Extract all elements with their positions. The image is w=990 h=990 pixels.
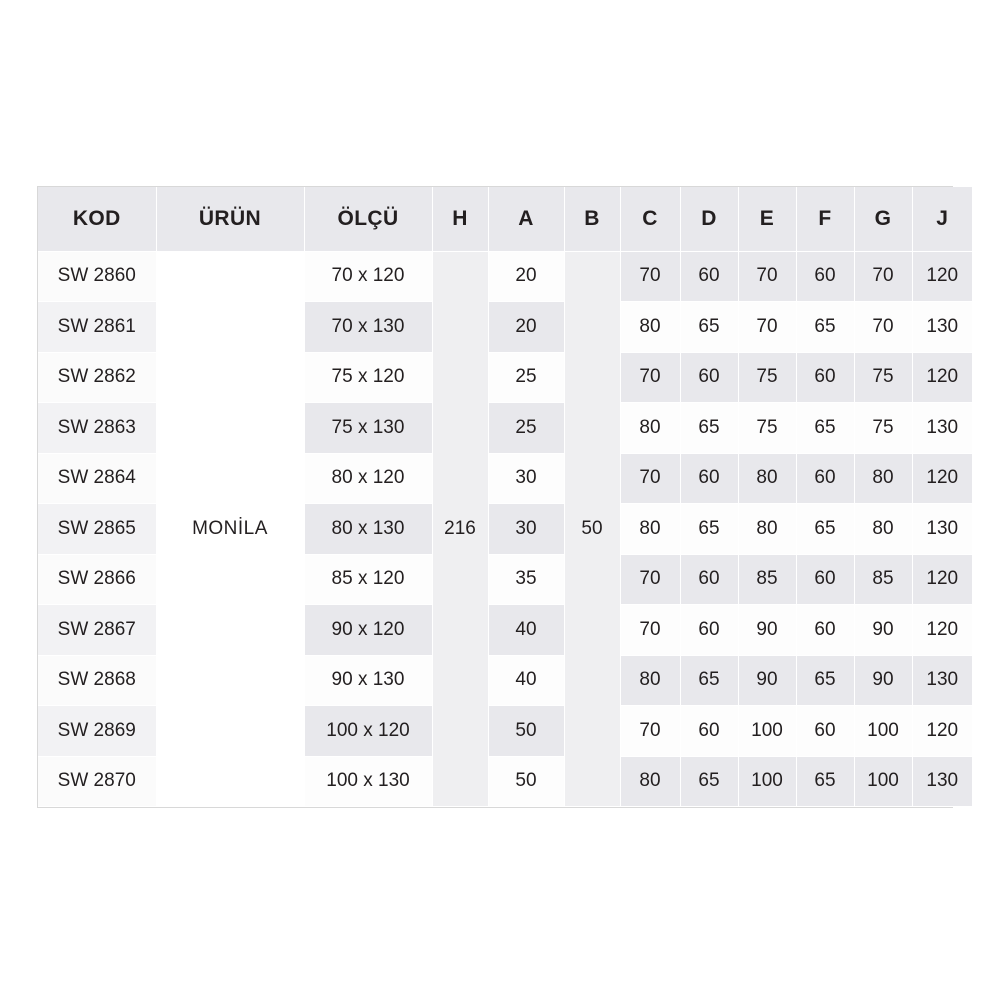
column-header-urun: ÜRÜN: [156, 187, 304, 251]
cell-olcu: 85 x 120: [304, 554, 432, 605]
cell-d: 60: [680, 554, 738, 605]
cell-d: 60: [680, 352, 738, 403]
cell-d: 65: [680, 302, 738, 353]
cell-c: 70: [620, 554, 680, 605]
column-header-olcu: ÖLÇÜ: [304, 187, 432, 251]
column-header-d: D: [680, 187, 738, 251]
cell-d: 60: [680, 251, 738, 302]
cell-f: 65: [796, 655, 854, 706]
cell-g: 90: [854, 605, 912, 656]
cell-kod: SW 2869: [38, 706, 156, 757]
cell-kod: SW 2862: [38, 352, 156, 403]
cell-c: 70: [620, 453, 680, 504]
cell-olcu: 70 x 120: [304, 251, 432, 302]
cell-f: 60: [796, 706, 854, 757]
spec-table-container: [37, 186, 959, 808]
cell-e: 75: [738, 403, 796, 454]
cell-olcu: 100 x 130: [304, 756, 432, 807]
cell-f: 60: [796, 453, 854, 504]
cell-c: 70: [620, 352, 680, 403]
cell-c: 70: [620, 706, 680, 757]
cell-a: 20: [488, 302, 564, 353]
column-header-e: E: [738, 187, 796, 251]
cell-a: 25: [488, 352, 564, 403]
column-header-kod: KOD: [38, 187, 156, 251]
cell-g: 80: [854, 453, 912, 504]
cell-f: 65: [796, 756, 854, 807]
cell-kod: SW 2863: [38, 403, 156, 454]
cell-olcu: 70 x 130: [304, 302, 432, 353]
cell-a: 30: [488, 504, 564, 555]
cell-kod: SW 2870: [38, 756, 156, 807]
cell-f: 60: [796, 605, 854, 656]
cell-kod: SW 2860: [38, 251, 156, 302]
cell-d: 60: [680, 453, 738, 504]
cell-j: 120: [912, 605, 972, 656]
cell-e: 100: [738, 756, 796, 807]
cell-g: 75: [854, 352, 912, 403]
cell-a: 50: [488, 706, 564, 757]
cell-olcu: 75 x 120: [304, 352, 432, 403]
cell-a: 40: [488, 655, 564, 706]
cell-b-merged: 50: [564, 251, 620, 807]
cell-g: 80: [854, 504, 912, 555]
cell-olcu: 90 x 130: [304, 655, 432, 706]
cell-a: 50: [488, 756, 564, 807]
cell-f: 65: [796, 302, 854, 353]
cell-d: 60: [680, 605, 738, 656]
cell-kod: SW 2861: [38, 302, 156, 353]
cell-kod: SW 2864: [38, 453, 156, 504]
cell-kod: SW 2865: [38, 504, 156, 555]
cell-a: 25: [488, 403, 564, 454]
cell-e: 80: [738, 453, 796, 504]
cell-c: 80: [620, 302, 680, 353]
cell-a: 30: [488, 453, 564, 504]
cell-d: 60: [680, 706, 738, 757]
cell-f: 65: [796, 504, 854, 555]
cell-d: 65: [680, 756, 738, 807]
cell-a: 35: [488, 554, 564, 605]
cell-kod: SW 2866: [38, 554, 156, 605]
cell-c: 70: [620, 605, 680, 656]
cell-j: 130: [912, 655, 972, 706]
cell-c: 80: [620, 403, 680, 454]
cell-a: 40: [488, 605, 564, 656]
cell-e: 70: [738, 302, 796, 353]
cell-j: 130: [912, 403, 972, 454]
column-header-b: B: [564, 187, 620, 251]
cell-d: 65: [680, 504, 738, 555]
cell-d: 65: [680, 403, 738, 454]
cell-j: 120: [912, 554, 972, 605]
cell-kod: SW 2867: [38, 605, 156, 656]
cell-kod: SW 2868: [38, 655, 156, 706]
column-header-g: G: [854, 187, 912, 251]
cell-urun-merged: MONİLA: [156, 251, 304, 807]
cell-olcu: 90 x 120: [304, 605, 432, 656]
cell-e: 75: [738, 352, 796, 403]
column-header-f: F: [796, 187, 854, 251]
cell-f: 65: [796, 403, 854, 454]
cell-olcu: 100 x 120: [304, 706, 432, 757]
cell-c: 80: [620, 756, 680, 807]
cell-e: 70: [738, 251, 796, 302]
table-row: [38, 251, 972, 302]
cell-c: 80: [620, 655, 680, 706]
cell-olcu: 80 x 120: [304, 453, 432, 504]
cell-e: 100: [738, 706, 796, 757]
cell-h-merged: 216: [432, 251, 488, 807]
cell-e: 85: [738, 554, 796, 605]
product-spec-table: [38, 187, 972, 807]
cell-j: 120: [912, 352, 972, 403]
cell-j: 130: [912, 756, 972, 807]
cell-e: 90: [738, 655, 796, 706]
cell-f: 60: [796, 352, 854, 403]
cell-olcu: 80 x 130: [304, 504, 432, 555]
column-header-a: A: [488, 187, 564, 251]
cell-g: 70: [854, 251, 912, 302]
cell-c: 80: [620, 504, 680, 555]
table-header-row: [38, 187, 972, 251]
cell-g: 85: [854, 554, 912, 605]
column-header-j: J: [912, 187, 972, 251]
cell-j: 120: [912, 453, 972, 504]
cell-g: 100: [854, 756, 912, 807]
cell-e: 80: [738, 504, 796, 555]
cell-e: 90: [738, 605, 796, 656]
cell-j: 130: [912, 302, 972, 353]
column-header-h: H: [432, 187, 488, 251]
cell-j: 120: [912, 706, 972, 757]
cell-g: 70: [854, 302, 912, 353]
cell-j: 120: [912, 251, 972, 302]
table-header: [38, 187, 972, 251]
cell-j: 130: [912, 504, 972, 555]
table-body: [38, 251, 972, 807]
cell-f: 60: [796, 554, 854, 605]
cell-olcu: 75 x 130: [304, 403, 432, 454]
cell-g: 100: [854, 706, 912, 757]
cell-c: 70: [620, 251, 680, 302]
cell-g: 90: [854, 655, 912, 706]
cell-f: 60: [796, 251, 854, 302]
cell-g: 75: [854, 403, 912, 454]
cell-d: 65: [680, 655, 738, 706]
column-header-c: C: [620, 187, 680, 251]
cell-a: 20: [488, 251, 564, 302]
